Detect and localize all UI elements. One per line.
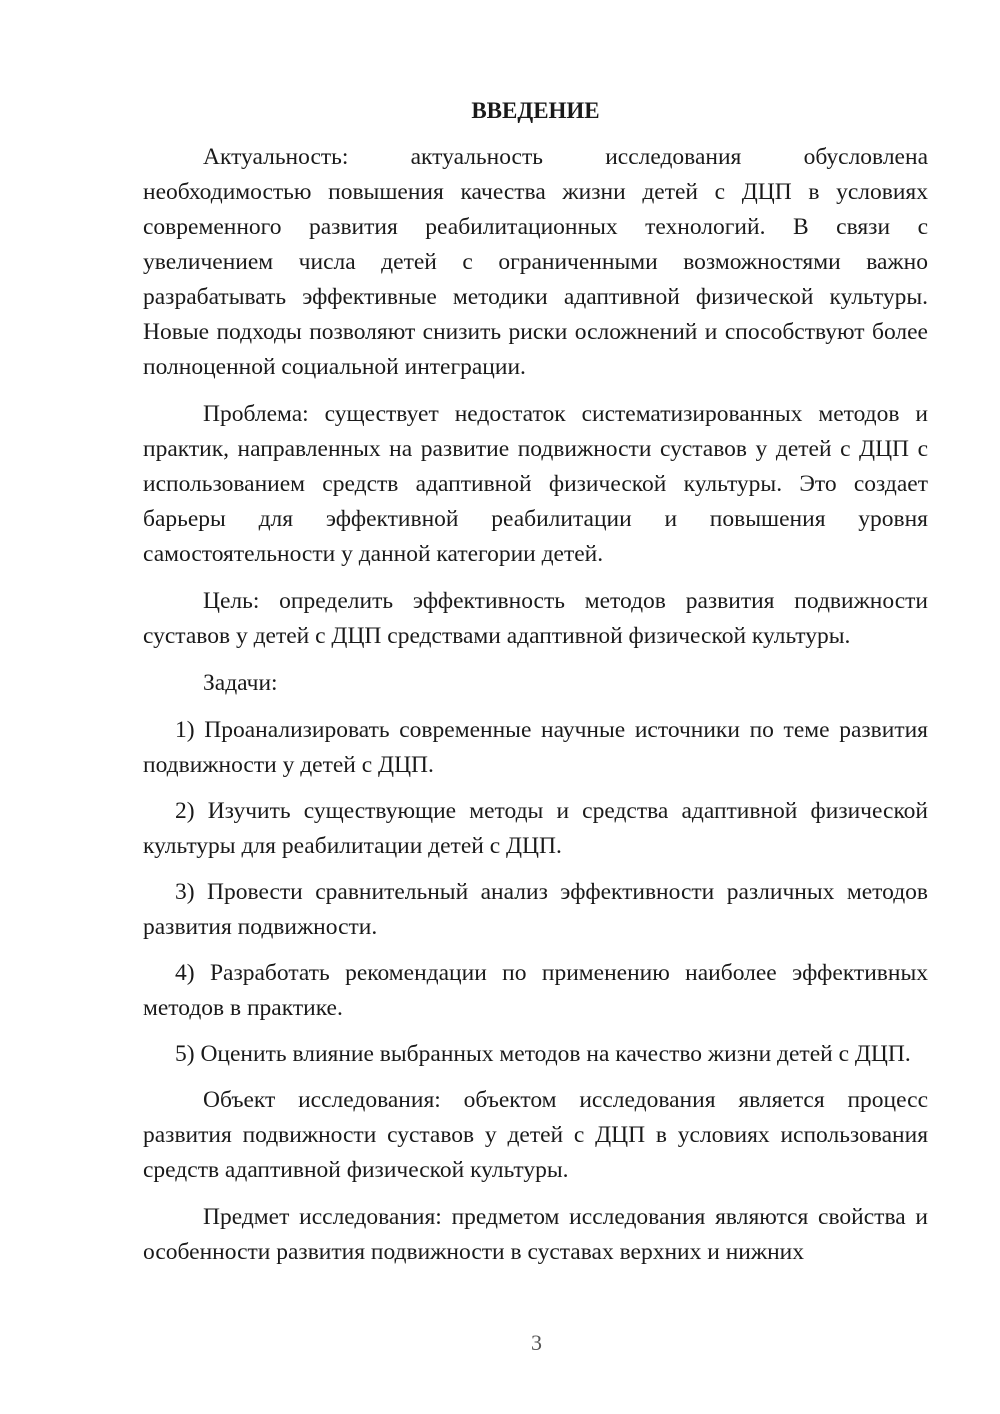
relevance-paragraph: Актуальность: актуальность исследования обусловлена необходимостью повышения качества жизни детей с ДЦП в условиях современного развития реабилитационных технологий. В связи с увеличением числа детей с ограниченными возможностями важно разрабатывать эффективные методики адаптивной физической культуры. Новые подходы позволяют снизить риски осложнений и способствуют более полноценной социальной интеграции. bbox=[143, 144, 928, 380]
task-item-2: 2) Изучить существующие методы и средства адаптивной физической культуры для реабилитации детей с ДЦП. bbox=[143, 798, 928, 859]
task-item-3: 3) Провести сравнительный анализ эффективности различных методов развития подвижности. bbox=[143, 879, 928, 940]
task-item-5: 5) Оценить влияние выбранных методов на качество жизни детей с ДЦП. bbox=[175, 1041, 911, 1067]
task-item-4: 4) Разработать рекомендации по применению наиболее эффективных методов в практике. bbox=[143, 960, 928, 1021]
section-heading: ВВЕДЕНИЕ bbox=[471, 98, 600, 123]
goal-paragraph: Цель: определить эффективность методов развития подвижности суставов у детей с ДЦП средствами адаптивной физической культуры. bbox=[143, 588, 928, 649]
task-item-1: 1) Проанализировать современные научные источники по теме развития подвижности у детей с ДЦП. bbox=[143, 717, 928, 778]
tasks-label: Задачи: bbox=[203, 670, 278, 696]
object-paragraph: Объект исследования: объектом исследования является процесс развития подвижности суставов у детей с ДЦП в условиях использования средств адаптивной физической культуры. bbox=[143, 1087, 928, 1183]
page-content bbox=[143, 94, 928, 1282]
subject-paragraph: Предмет исследования: предметом исследования являются свойства и особенности развития подвижности в суставах верхних и нижних bbox=[143, 1204, 928, 1265]
page-number: 3 bbox=[531, 1330, 542, 1355]
problem-paragraph: Проблема: существует недостаток систематизированных методов и практик, направленных на развитие подвижности суставов у детей с ДЦП с использованием средств адаптивной физической культуры. Это создает барьеры для эффективной реабилитации и повышения уровня самостоятельности у данной категории детей. bbox=[143, 401, 928, 567]
